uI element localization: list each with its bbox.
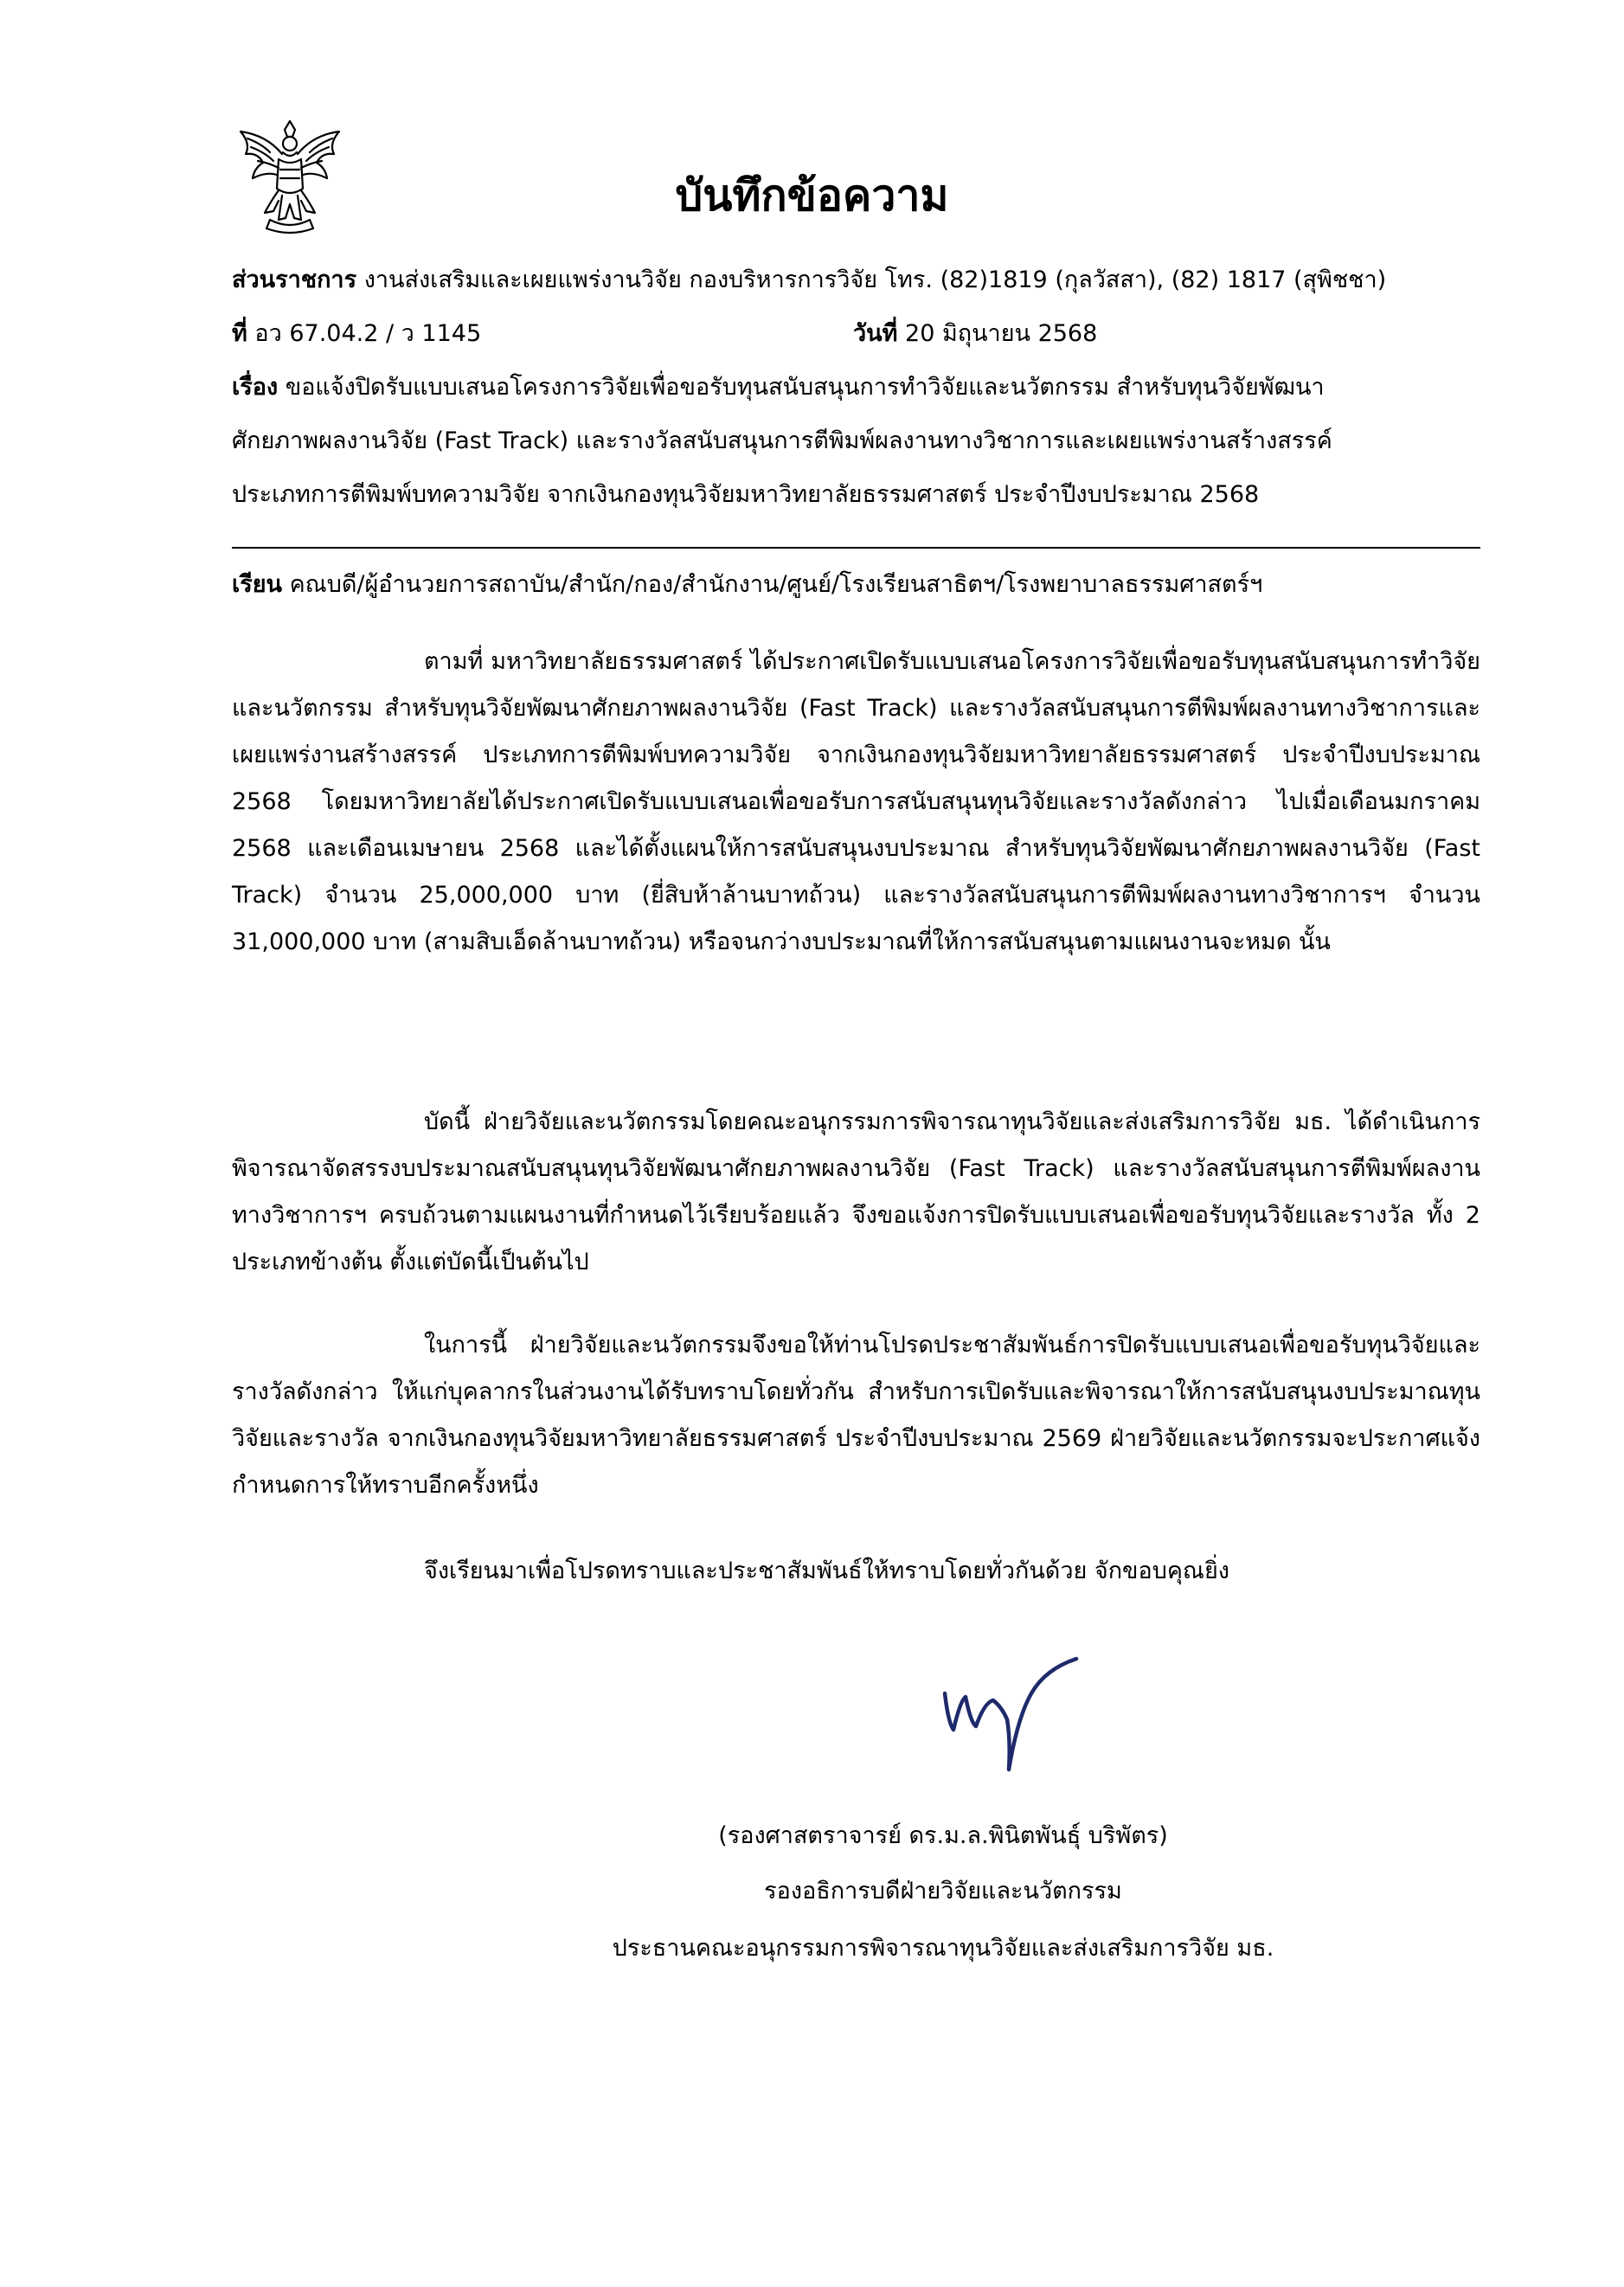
signatory-committee: ประธานคณะอนุกรรมการพิจารณาทุนวิจัยและส่งเสริมการวิจัย มธ. — [612, 1935, 1274, 1962]
date-label: วันที่ — [853, 320, 898, 347]
subject-row — [232, 374, 1325, 402]
subject-line-2: ศักยภาพผลงานวิจัย (Fast Track) และรางวัลสนับสนุนการตีพิมพ์ผลงานทางวิชาการและเผยแพร่งานสร้างสรรค์ — [232, 427, 1332, 454]
header-divider — [232, 547, 1480, 549]
reference-label: ที่ — [232, 320, 247, 347]
reference-number: อว 67.04.2 / ว 1145 — [254, 320, 482, 347]
subject-line-1: ขอแจ้งปิดรับแบบเสนอโครงการวิจัยเพื่อขอรับทุนสนับสนุนการทำวิจัยและนวัตกรรม สำหรับทุนวิจัยพัฒนา — [285, 374, 1325, 401]
addressee-label: เรียน — [232, 571, 283, 598]
addressee-value: คณบดี/ผู้อำนวยการสถาบัน/สำนัก/กอง/สำนักงาน/ศูนย์/โรงเรียนสาธิตฯ/โรงพยาบาลธรรมศาสตร์ฯ — [289, 571, 1263, 598]
department-label: ส่วนราชการ — [232, 267, 357, 293]
body-paragraph-3: ในการนี้ ฝ่ายวิจัยและนวัตกรรมจึงขอให้ท่านโปรดประชาสัมพันธ์การปิดรับแบบเสนอเพื่อขอรับทุนวิจัยและรางวัลดังกล่าว ให้แก่บุคลากรในส่วนงานได้รับทราบโดยทั่วกัน สำหรับการเปิดรับและพิจารณาให้การสนับสนุนงบประมาณทุนวิจัยและรางวัล จากเงินกองทุนวิจัยมหาวิทยาลัยธรรมศาสตร์ ประจำปีงบประมาณ 2569 ฝ่ายวิจัยและนวัตกรรมจะประกาศแจ้งกำหนดการให้ทราบอีกครั้งหนึ่ง — [232, 1332, 1480, 1499]
subject-label: เรื่อง — [232, 374, 279, 401]
reference-row — [232, 320, 481, 348]
department-value: งานส่งเสริมและเผยแพร่งานวิจัย กองบริหารการวิจัย โทร. (82)1819 (กุลวัสสา), (82) 1817 (สุพิชชา) — [363, 267, 1387, 293]
body-paragraph-2: บัดนี้ ฝ่ายวิจัยและนวัตกรรมโดยคณะอนุกรรมการพิจารณาทุนวิจัยและส่งเสริมการวิจัย มธ. ได้ดำเนินการพิจารณาจัดสรรงบประมาณสนับสนุนทุนวิจัยพัฒนาศักยภาพผลงานวิจัย (Fast Track) และรางวัลสนับสนุนการตีพิมพ์ผลงานทางวิชาการฯ ครบถ้วนตามแผนงานที่กำหนดไว้เรียบร้อยแล้ว จึงขอแจ้งการปิดรับแบบเสนอเพื่อขอรับทุนวิจัยและรางวัล ทั้ง 2 ประเภทข้างต้น ตั้งแต่บัดนี้เป็นต้นไป — [232, 1108, 1480, 1275]
date-row — [853, 320, 1097, 348]
addressee-row — [232, 571, 1262, 599]
department-row — [232, 267, 1386, 294]
memo-title: บันทึกข้อความ — [675, 170, 949, 221]
subject-line-3: ประเภทการตีพิมพ์บทความวิจัย จากเงินกองทุนวิจัยมหาวิทยาลัยธรรมศาสตร์ ประจำปีงบประมาณ 2568 — [232, 481, 1260, 508]
body-paragraph-1: ตามที่ มหาวิทยาลัยธรรมศาสตร์ ได้ประกาศเปิดรับแบบเสนอโครงการวิจัยเพื่อขอรับทุนสนับสนุนการทำวิจัยและนวัตกรรม สำหรับทุนวิจัยพัฒนาศักยภาพผลงานวิจัย (Fast Track) และรางวัลสนับสนุนการตีพิมพ์ผลงานทางวิชาการและเผยแพร่งานสร้างสรรค์ ประเภทการตีพิมพ์บทความวิจัย จากเงินกองทุนวิจัยมหาวิทยาลัยธรรมศาสตร์ ประจำปีงบประมาณ 2568 โดยมหาวิทยาลัยได้ประกาศเปิดรับแบบเสนอเพื่อขอรับการสนับสนุนทุนวิจัยและรางวัลดังกล่าว ไปเมื่อเดือนมกราคม 2568 และเดือนเมษายน 2568 และได้ตั้งแผนให้การสนับสนุนงบประมาณ สำหรับทุนวิจัยพัฒนาศักยภาพผลงานวิจัย (Fast Track) จำนวน 25,000,000 บาท (ยี่สิบห้าล้านบาทถ้วน) และรางวัลสนับสนุนการตีพิมพ์ผลงานทางวิชาการฯ จำนวน 31,000,000 บาท (สามสิบเอ็ดล้านบาทถ้วน) หรือจนกว่างบประมาณที่ให้การสนับสนุนตามแผนงานจะหมด นั้น — [232, 648, 1480, 955]
date-value: 20 มิถุนายน 2568 — [905, 320, 1098, 347]
handwritten-signature — [934, 1640, 1107, 1778]
closing-line: จึงเรียนมาเพื่อโปรดทราบและประชาสัมพันธ์ให้ทราบโดยทั่วกันด้วย จักขอบคุณยิ่ง — [424, 1558, 1229, 1584]
signatory-name: (รองศาสตราจารย์ ดร.ม.ล.พินิตพันธุ์ บริพัตร) — [718, 1822, 1168, 1849]
signatory-position: รองอธิการบดีฝ่ายวิจัยและนวัตกรรม — [764, 1878, 1122, 1905]
